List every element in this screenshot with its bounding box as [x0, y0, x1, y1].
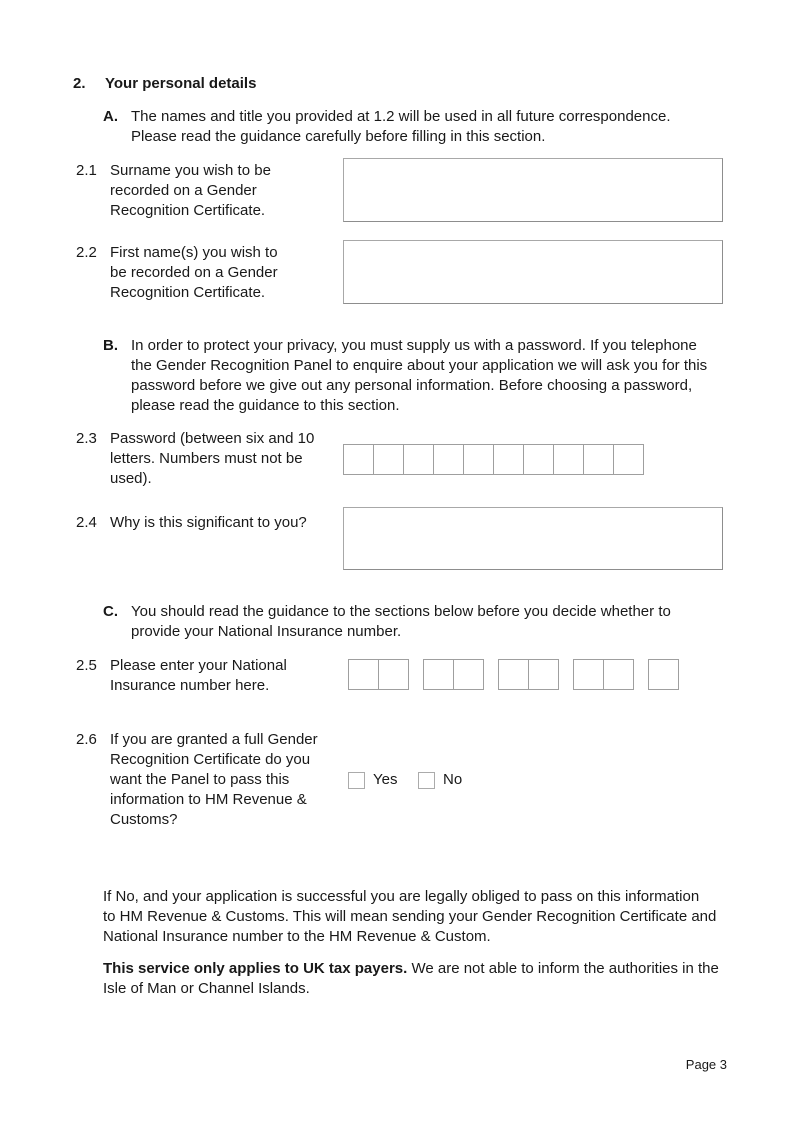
- password-cell-grid[interactable]: [343, 444, 644, 475]
- ni-cell-group: [348, 659, 409, 690]
- password-cell[interactable]: [583, 444, 614, 475]
- option-no[interactable]: [418, 770, 462, 790]
- ni-cell-group: [423, 659, 484, 690]
- password-cell[interactable]: [433, 444, 464, 475]
- footnote-uk-tax-line1: [103, 959, 728, 979]
- page-number: Page 3: [685, 1057, 727, 1072]
- note-c-text: You should read the guidance to the sections below before you decide whether to provide your National Insurance number.: [131, 603, 671, 640]
- note-b-marker: B.: [103, 337, 118, 354]
- question-2-5-label: Please enter your National Insurance number here.: [110, 657, 287, 694]
- ni-number-cell[interactable]: [528, 659, 559, 690]
- note-b: [103, 336, 723, 416]
- ni-cell-group: [648, 659, 679, 690]
- section-number: 2.: [73, 75, 86, 92]
- footnote-uk-tax-line2: Isle of Man or Channel Islands.: [103, 980, 310, 997]
- ni-number-cell[interactable]: [603, 659, 634, 690]
- question-2-2-label: First name(s) you wish to be recorded on a Gender Recognition Certificate.: [110, 244, 278, 301]
- footnote-uk-tax-bold: This service only applies to UK tax payers.: [103, 960, 408, 977]
- footnote-uk-tax-rest: We are not able to inform the authorities in the: [407, 960, 719, 977]
- note-c-marker: C.: [103, 603, 118, 620]
- ni-number-cell[interactable]: [348, 659, 379, 690]
- note-b-text: In order to protect your privacy, you must supply us with a password. If you telephone the Gender Recognition Panel to enquire about your application we will ask you for this password before we give out any personal information. Before choosing a password, please read the guidance to this section.: [131, 337, 708, 414]
- question-2-3-number: 2.3: [76, 430, 97, 447]
- question-2-4-number: 2.4: [76, 514, 97, 531]
- yes-label: Yes: [373, 771, 398, 788]
- yes-checkbox[interactable]: [348, 772, 365, 789]
- question-2-2-number: 2.2: [76, 244, 97, 261]
- question-2-3-label: Password (between six and 10 letters. Numbers must not be used).: [110, 430, 315, 487]
- footnote-uk-tax: [103, 959, 728, 999]
- section-heading: [73, 74, 256, 94]
- note-a: [103, 107, 720, 147]
- question-2-1-label: Surname you wish to be recorded on a Gender Recognition Certificate.: [110, 162, 271, 219]
- ni-number-cell[interactable]: [648, 659, 679, 690]
- surname-input[interactable]: [343, 158, 723, 222]
- ni-number-cell[interactable]: [423, 659, 454, 690]
- question-2-4-label: Why is this significant to you?: [110, 514, 307, 531]
- ni-cell-group: [573, 659, 634, 690]
- no-label: No: [443, 771, 463, 788]
- significance-input[interactable]: [343, 507, 723, 570]
- question-2-1-number: 2.1: [76, 162, 97, 179]
- password-cell[interactable]: [403, 444, 434, 475]
- password-cell[interactable]: [463, 444, 494, 475]
- question-2-6-label: If you are granted a full Gender Recognition Certificate do you want the Panel to pass this information to HM Revenue & Customs?: [110, 731, 318, 828]
- password-cell[interactable]: [343, 444, 374, 475]
- password-cell[interactable]: [523, 444, 554, 475]
- password-cell[interactable]: [553, 444, 584, 475]
- ni-number-cell[interactable]: [453, 659, 484, 690]
- ni-number-cell[interactable]: [498, 659, 529, 690]
- password-cell[interactable]: [613, 444, 644, 475]
- ni-cell-group: [498, 659, 559, 690]
- ni-number-cell[interactable]: [573, 659, 604, 690]
- note-a-marker: A.: [103, 108, 118, 125]
- option-yes[interactable]: [348, 770, 397, 790]
- ni-number-cell[interactable]: [378, 659, 409, 690]
- note-c: [103, 602, 720, 642]
- password-cell[interactable]: [373, 444, 404, 475]
- question-2-5-number: 2.5: [76, 657, 97, 674]
- section-title: Your personal details: [105, 75, 257, 92]
- ni-number-cell-grid[interactable]: [348, 659, 679, 690]
- question-2-6-number: 2.6: [76, 731, 97, 748]
- note-a-text: The names and title you provided at 1.2 will be used in all future correspondence. Please read the guidance carefully before filling in this section.: [131, 108, 671, 145]
- password-cell[interactable]: [493, 444, 524, 475]
- no-checkbox[interactable]: [418, 772, 435, 789]
- footnote-hmrc: If No, and your application is successful you are legally obliged to pass on this information to HM Revenue & Customs. This will mean sending your Gender Recognition Certificate and National Insurance number to the HM Revenue & Custom.: [103, 888, 717, 945]
- first-names-input[interactable]: [343, 240, 723, 304]
